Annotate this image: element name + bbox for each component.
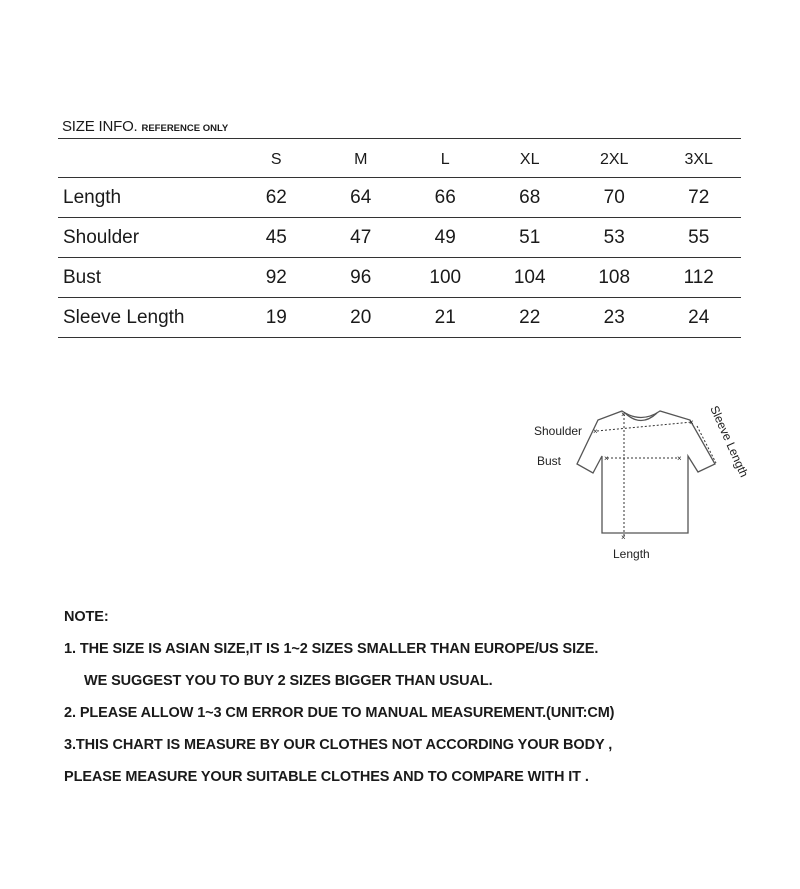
size-header-xl: XL	[519, 151, 540, 168]
table-row-length	[58, 178, 741, 218]
table-cell: 62	[265, 186, 287, 208]
note-line-1: 1. THE SIZE IS ASIAN SIZE,IT IS 1~2 SIZES SMALLER THAN EUROPE/US SIZE.	[64, 641, 599, 657]
svg-text:×: ×	[621, 410, 626, 419]
sleeve-length-label: Sleeve Length	[707, 403, 752, 480]
row-label: Bust	[63, 266, 102, 288]
note-line-3b: PLEASE MEASURE YOUR SUITABLE CLOTHES AND TO COMPARE WITH IT .	[64, 769, 589, 785]
reference-only-note: REFERENCE ONLY	[141, 123, 229, 134]
size-header-s: S	[270, 151, 282, 168]
table-cell: 70	[603, 186, 625, 208]
measurement-lines	[597, 414, 716, 537]
table-row-shoulder	[58, 218, 741, 258]
table-cell: 104	[513, 266, 546, 288]
size-header-m: M	[354, 151, 368, 168]
table-cell: 49	[434, 226, 456, 248]
tshirt-outline-icon	[577, 411, 715, 533]
table-cell: 112	[683, 266, 714, 288]
table-cell: 96	[350, 266, 372, 288]
size-header-2xl: 2XL	[599, 151, 629, 168]
table-cell: 53	[603, 226, 625, 248]
size-header-3xl: 3XL	[684, 151, 713, 168]
table-row-sleeve-length	[58, 298, 741, 338]
svg-text:×: ×	[689, 418, 694, 427]
table-cell: 68	[519, 186, 541, 208]
measurement-marks	[593, 410, 694, 542]
bust-label: Bust	[537, 454, 562, 468]
row-label: Length	[63, 186, 122, 208]
size-info-heading: SIZE INFO.	[62, 118, 138, 135]
table-cell: 92	[265, 266, 287, 288]
svg-text:×: ×	[621, 533, 626, 542]
shoulder-label: Shoulder	[534, 424, 583, 438]
table-cell: 19	[265, 306, 287, 328]
row-label: Shoulder	[63, 226, 140, 248]
table-cell: 108	[598, 266, 631, 288]
notes-heading: NOTE:	[64, 609, 109, 625]
tshirt-measurement-diagram	[520, 398, 760, 568]
table-cell: 55	[688, 226, 710, 248]
note-line-2: 2. PLEASE ALLOW 1~3 CM ERROR DUE TO MANUAL MEASUREMENT.(UNIT:CM)	[64, 705, 615, 721]
size-header-row	[58, 139, 741, 178]
note-line-3: 3.THIS CHART IS MEASURE BY OUR CLOTHES NOT ACCORDING YOUR BODY ,	[64, 737, 613, 753]
length-label: Length	[613, 547, 650, 561]
svg-text:×: ×	[604, 454, 609, 463]
table-cell: 51	[519, 226, 541, 248]
table-cell: 21	[434, 306, 456, 328]
header-blank	[58, 139, 234, 178]
svg-text:×: ×	[677, 454, 682, 463]
svg-text:×: ×	[593, 427, 598, 436]
size-table	[58, 138, 741, 338]
table-cell: 100	[429, 266, 462, 288]
table-cell: 22	[519, 306, 541, 328]
size-header-l: L	[440, 151, 450, 168]
table-cell: 72	[688, 186, 710, 208]
row-label: Sleeve Length	[63, 306, 185, 328]
table-row-bust	[58, 258, 741, 298]
table-cell: 64	[350, 186, 372, 208]
table-cell: 45	[265, 226, 287, 248]
table-cell: 47	[350, 226, 372, 248]
size-info-title	[62, 118, 228, 135]
table-cell: 66	[434, 186, 456, 208]
table-cell: 20	[350, 306, 372, 328]
table-cell: 23	[603, 306, 625, 328]
table-cell: 24	[688, 306, 710, 328]
note-line-1b: WE SUGGEST YOU TO BUY 2 SIZES BIGGER THAN USUAL.	[84, 673, 493, 689]
